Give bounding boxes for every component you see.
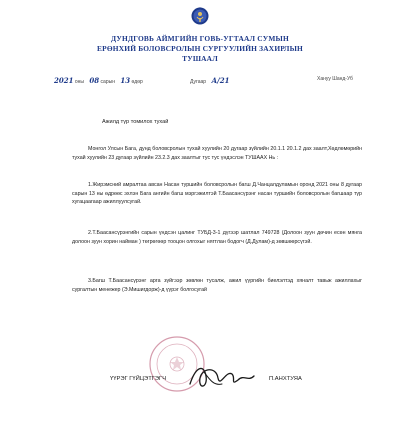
header-title: ТУШААЛ bbox=[182, 54, 218, 63]
paragraph-3: 3.Багш Т.Баасансүрэнг арга зүйгээр зөвлөн тусалж, ажил үүргийн биелэлтэд хяналт тавьж ажиллахыг сургалтын менежер (Э.Мишигдорж)-д үүрэг болгосугай bbox=[72, 278, 362, 293]
handwritten-signature-icon bbox=[186, 360, 266, 394]
date-day-suffix: өдөр bbox=[131, 79, 143, 85]
signatory-name: П.АНХТУЯА bbox=[269, 376, 302, 382]
date-line bbox=[54, 76, 143, 85]
date-day: 13 bbox=[120, 76, 131, 85]
date-year-suffix: оны bbox=[74, 79, 85, 85]
date-year: 2021 bbox=[54, 76, 74, 85]
paragraph-preamble: Монгол Улсын Бага, дунд боловсролын тухай хуулийн 20 дугаар зүйлийн 20.1.1 20.1.2 дах заалт,Хөдлөмөрийн тухай хуулийн 23 дугаар зүйлийн 23.2.3 дах заалтыг тус тус үндэслэн ТУШААХ Нь : bbox=[72, 146, 362, 161]
state-emblem-icon bbox=[191, 4, 209, 26]
header-line-1: ДУНДГОВЬ АЙМГИЙН ГОВЬ-УГТААЛ СУМЫН bbox=[111, 34, 289, 43]
date-month-suffix: сарын bbox=[100, 79, 115, 85]
date-month: 08 bbox=[89, 76, 100, 85]
paragraph-1: 1.Жирэмсний амралтаа авсан Насан туршийн боловсролын багш Д.Чанцалдуламын оронд 2021 оны 8 дугаар сарын 13 ны өдрөөс эхлэн Бага ангийн багш мэргэжилтэй Т.Баасансүрэнг насан туршийн боловсролын багшаар түр хугацаагаар ажиллуулсугай. bbox=[72, 182, 362, 206]
place-name: Хануу Шанд-Уб bbox=[317, 76, 353, 82]
document-subject: Ажилд түр томилох тухай bbox=[102, 119, 169, 125]
order-number bbox=[190, 76, 229, 85]
order-number-label: Дугаар bbox=[190, 79, 207, 85]
header-line-2: ЕРӨНХИЙ БОЛОВСРОЛЫН СУРГУУЛИЙН ЗАХИРЛЫН bbox=[97, 44, 303, 53]
order-number-value: А/21 bbox=[211, 76, 230, 85]
paragraph-2: 2.Т.Баасансүрэнгийн сарын үндсэн цалинг ТУБД-3-1 дүгээр шатлал 749728 (Долоон зуун дөчин есөн мянга долоон зуун хорин найман ) төгрөгөөр тооцон олгохыг нягтлан бодогч (Д.Дулам)-д зөвшөөрсүгэй. bbox=[72, 230, 362, 245]
signatory-title: ҮҮРЭГ ГҮЙЦЭТГЭГЧ bbox=[110, 376, 167, 382]
